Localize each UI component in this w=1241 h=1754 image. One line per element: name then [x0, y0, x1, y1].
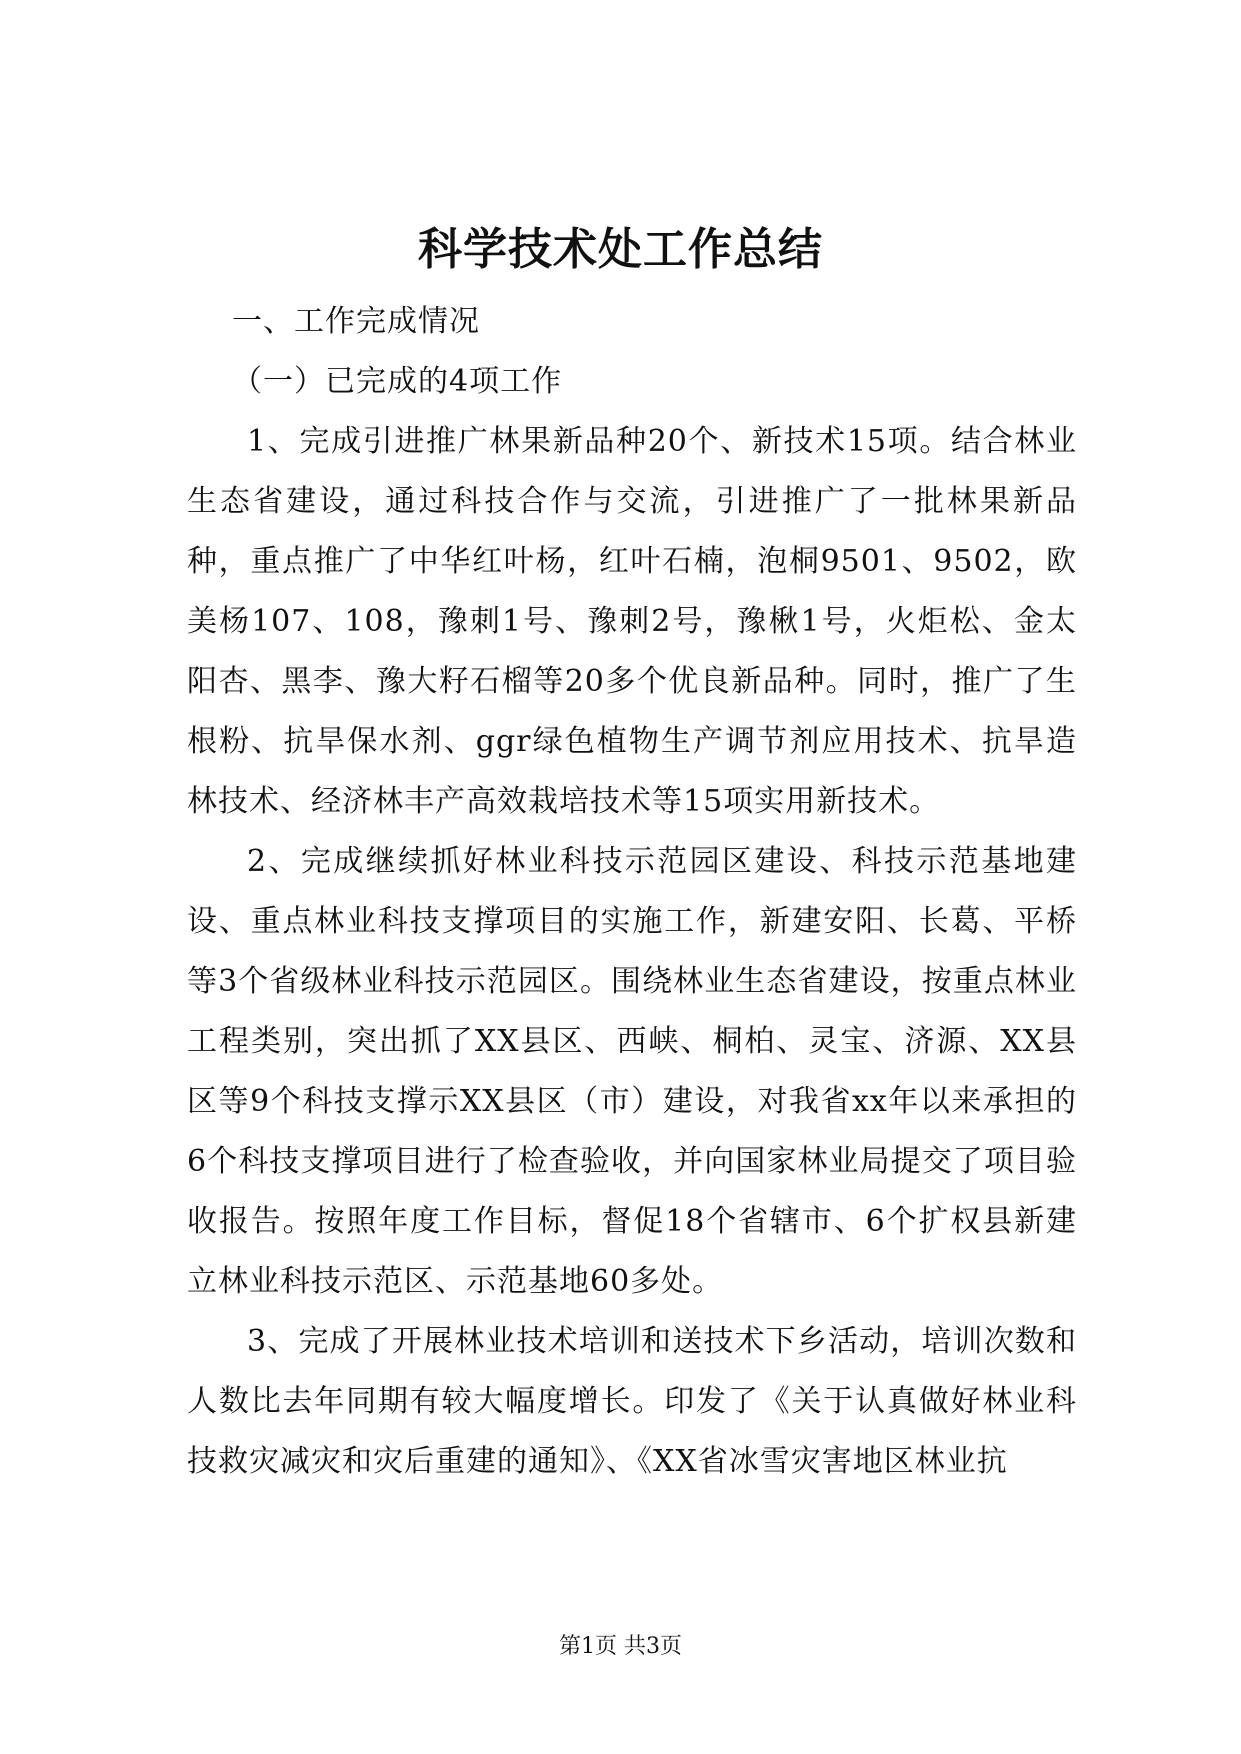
page-footer: 第1页 共3页 [559, 1634, 682, 1659]
subsection-heading: （一）已完成的4项工作 [232, 364, 563, 399]
section-heading: 一、工作完成情况 [232, 304, 480, 339]
paragraph-item-2: 2、完成继续抓好林业科技示范园区建设、科技示范基地建设、重点林业科技支撑项目的实施工作，新建安阳、长葛、平桥等3个省级林业科技示范园区。围绕林业生态省建设，按重点林业工程类别，突出抓了XX县区、西峡、桐柏、灵宝、济源、XX县区等9个科技支撑示XX县区（市）建设，对我省xx年以来承担的6个科技支撑项目进行了检查验收，并向国家林业局提交了项目验收报告。按照年度工作目标，督促18个省辖市、6个扩权县新建立林业科技示范区、示范基地60多处。 [187, 844, 1077, 1299]
paragraph-item-1: 1、完成引进推广林果新品种20个、新技术15项。结合林业生态省建设，通过科技合作与交流，引进推广了一批林果新品种，重点推广了中华红叶杨，红叶石楠，泡桐9501、9502，欧美杨107、108，豫刺1号、豫刺2号，豫楸1号，火炬松、金太阳杏、黑李、豫大籽石榴等20多个优良新品种。同时，推广了生根粉、抗旱保水剂、ggr绿色植物生产调节剂应用技术、抗旱造林技术、经济林丰产高效栽培技术等15项实用新技术。 [187, 424, 1077, 819]
document-title: 科学技术处工作总结 [418, 224, 823, 275]
document-body [187, 292, 1077, 1492]
paragraph-item-3: 3、完成了开展林业技术培训和送技术下乡活动，培训次数和人数比去年同期有较大幅度增长。印发了《关于认真做好林业科技救灾减灾和灾后重建的通知》、《XX省冰雪灾害地区林业抗 [187, 1324, 1077, 1479]
